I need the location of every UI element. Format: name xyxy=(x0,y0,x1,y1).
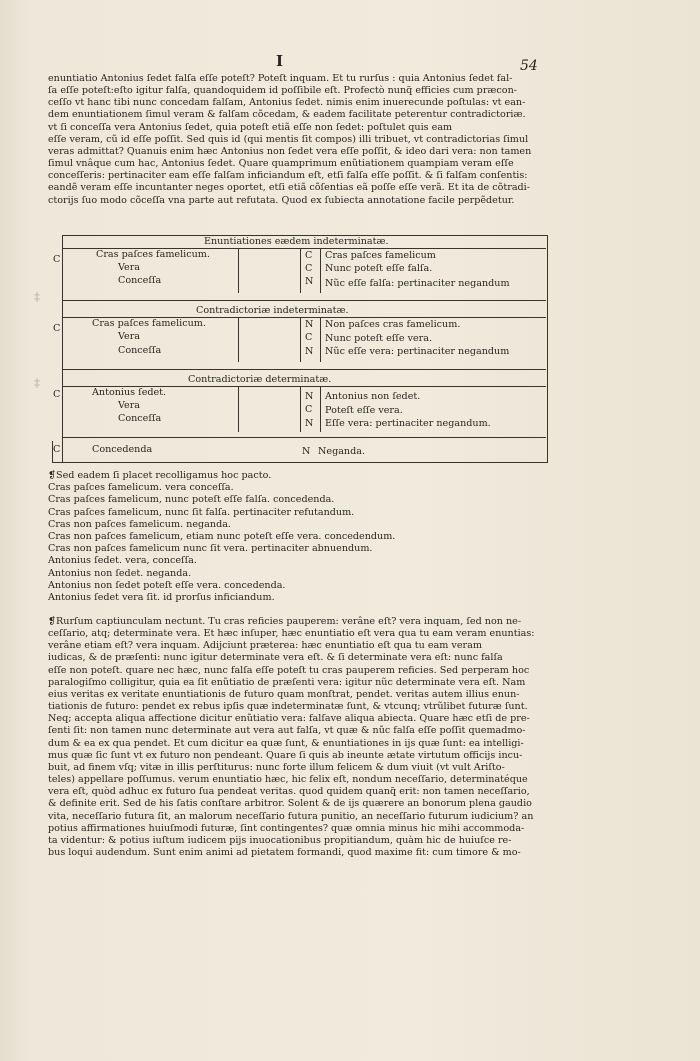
rule xyxy=(300,386,301,432)
table-cell: Nunc poteſt eſſe falſa. xyxy=(325,263,433,274)
list-item: Antonius non ſedet poteſt eſſe vera. concedenda. xyxy=(48,579,286,591)
text-line: Neq; accepta aliqua affectione dicitur enũtiatio vera: falſave aliqua abiecta. Quare hæc etſi de pre- xyxy=(48,713,530,725)
text-line: ceſſario, atq; determinate vera. Et hæc inſuper, hæc enuntiatio eſt vera qua tu eam veram enuntias: xyxy=(48,628,535,640)
table-cell: Concedenda xyxy=(92,444,153,455)
list-item: Cras non paſces famelicum. neganda. xyxy=(48,518,231,530)
text-line: teles) appellare poſſumus. verum enuntiatio hæc, hic felix eſt, nondum neceſſario, determinatéque xyxy=(48,774,528,786)
rule xyxy=(238,248,239,293)
rule xyxy=(238,386,239,432)
section-mark: C xyxy=(53,254,61,265)
text-line: eandẽ veram eſſe incuntanter neges oportet, etſi etiã cõſentias eã poſſe eſſe verã. Et ita de cõtradi- xyxy=(48,182,530,194)
section-mark: C xyxy=(53,389,61,400)
table-cell: Nũc eſſe vera: pertinaciter negandum xyxy=(325,346,510,357)
text-line: dem enuntiationem ſimul veram & falſam cõcedam, & eadem facilitate peterentur contradictoriæ. xyxy=(48,109,526,121)
text-line: eſſe veram, cũ id eſſe poſſit. Sed quis id (qui mentis ſit compos) illi tribuet, vt contradictorias ſimul xyxy=(48,133,529,145)
table-code: C xyxy=(305,250,313,261)
text-line: buit, ad finem vſq; vitæ in illis perſtiturus: nunc forte illum felicem & dum viuit (vt vult Ariſto- xyxy=(48,761,505,773)
section-mark: C xyxy=(53,323,61,334)
text-line: eſſe non poteſt. quare nec hæc, nunc falſa eſſe poteſt tu cras pauperem reficies. Sed perperam hoc xyxy=(48,664,530,676)
text-line: ta videntur: & potius iuſtum iudicem pijs inuocationibus propitiandum, quàm hic de huiuſce re- xyxy=(48,834,512,846)
list-item: Cras non paſces famelicum, etiam nunc poteſt eſſe vera. concedendum. xyxy=(48,531,396,543)
text-line: paralogiſmo colligitur, quia ea ſit enũtiatio de præſenti vera: igitur nũc determinate vera eſt. Nam xyxy=(48,676,526,688)
text-line: conceſſeris: pertinaciter eam eſſe falſam inficiandum eſt, etſi falſa eſſe poſſit. & ſi falſam conſentis: xyxy=(48,170,528,182)
table-code: N xyxy=(305,391,314,402)
text-line: ❡Rurſum captiunculam nectunt. Tu cras reficies pauperem: verâne eſt? vera inquam, ſed non ne- xyxy=(48,616,522,627)
text-line: ſa eſſe poteſt:eſto igitur falſa, quandoquidem id poſſibile eſt. Profectò nunq̃ efficies cum præcon- xyxy=(48,85,517,97)
paragraph-closing xyxy=(48,616,543,859)
table-cell: Antonius ſedet. xyxy=(92,387,167,398)
table-cell: Conceſſa xyxy=(118,345,162,356)
table-code: N xyxy=(305,346,314,357)
margin-bracket-icon: ‡ xyxy=(34,290,40,304)
rule xyxy=(320,248,321,293)
rule xyxy=(238,317,239,362)
text-line: tiationis de futuro: pendet ex rebus ipſis quæ indeterminatæ ſunt, & vtcunq; vtrũlibet futuræ ſunt. xyxy=(48,701,528,713)
table-cell: Neganda. xyxy=(318,446,366,457)
list-item: Antonius ſedet vera ſit. id prorſus inficiandum. xyxy=(48,592,275,604)
table-cell: Non paſces cras famelicum. xyxy=(325,319,461,330)
table-cell: Nunc poteſt eſſe vera. xyxy=(325,333,433,344)
text-line: vera eſt, quòd adhuc ex futuro ſua pendeat veritas. quod quidem quanq̃ erit: non tamen neceſſario, xyxy=(48,786,530,798)
table-section-title: Contradictoriæ determinatæ. xyxy=(188,374,332,385)
table-code: N xyxy=(305,276,314,287)
text-line: ſenti ſit: non tamen nunc determinate aut vera aut falſa, vt quæ & nũc falſa eſſe poſſit quemadmo- xyxy=(48,725,526,737)
table-code: C xyxy=(305,404,313,415)
text-line: eius veritas ex veritate enuntiationis de futuro quam monſtrat, pendet. veritas autem illius enun- xyxy=(48,688,520,700)
list-item: Antonius ſedet. vera, conceſſa. xyxy=(48,555,197,567)
table-cell: Poteſt eſſe vera. xyxy=(325,405,403,416)
text-line: potius affirmationes huiuſmodi futuræ, ſint contingentes? quæ omnia minus hic mihi accommoda- xyxy=(48,822,525,834)
table-cell: Antonius non ſedet. xyxy=(325,391,421,402)
text-line: iudicas, & de præſenti: nunc igitur determinate vera eſt. & ſi determinate vera eſt: nunc falſa xyxy=(48,652,503,664)
table-cell: Vera xyxy=(118,331,141,342)
section-mark: C xyxy=(53,444,61,455)
signature-mark: I xyxy=(276,52,284,70)
text-line: enuntiatio Antonius ſedet falſa eſſe poteſt? Poteſt inquam. Et tu rurſus : quia Antonius ſedet fal- xyxy=(48,73,513,84)
table-cell: Nũc eſſe falſa: pertinaciter negandum xyxy=(325,278,510,289)
table-cell: Vera xyxy=(118,262,141,273)
table-code: N xyxy=(305,418,314,429)
table-cell: Cras paſces famelicum. xyxy=(92,318,206,329)
text-line: ſimul vnâque cum hac, Antonius ſedet. Quare quamprimum enũtiationem quampiam veram eſſe xyxy=(48,158,514,170)
text-line: bus loqui audendum. Sunt enim animi ad pietatem formandi, quod maxime fit: cum timore & mo- xyxy=(48,846,521,858)
table-cell: Cras paſces famelicum xyxy=(325,250,436,261)
list-item: Antonius non ſedet. neganda. xyxy=(48,567,192,579)
table-cell: Eſſe vera: pertinaciter negandum. xyxy=(325,418,491,429)
rule xyxy=(300,248,301,293)
rule xyxy=(62,300,546,301)
text-line: dum & ea ex qua pendet. Et cum dicitur ea quæ ſunt, & enuntiationes in ijs quæ ſunt: ea intelligi- xyxy=(48,737,524,749)
list-item: Cras paſces famelicum. vera conceſſa. xyxy=(48,482,234,494)
text-line: & definite erit. Sed de his ſatis conſtare arbitror. Solent & de ijs quærere an bonorum plena gaudio xyxy=(48,798,532,810)
paragraph-opening xyxy=(48,73,543,207)
text-line: ctorijs ſuo modo cõceſſa vna parte aut refutata. Quod ex ſubiecta annotatione facile perpẽdetur. xyxy=(48,194,515,206)
list-item: ❡Sed eadem ſi placet recolligamus hoc pacto. xyxy=(48,470,272,481)
text-line: verâne etiam eſt? vera inquam. Adijciunt præterea: hæc enuntiatio eſt qua tu eam veram xyxy=(48,640,482,652)
table-code: N xyxy=(302,446,311,457)
rule xyxy=(62,369,546,370)
page-number: 54 xyxy=(520,58,538,74)
rule xyxy=(62,437,546,438)
text-line: mus quæ ſic ſunt vt ex futuro non pendeant. Quare ſi quis ab ineunte ætate virtutum officijs incu- xyxy=(48,749,523,761)
rule xyxy=(300,317,301,362)
list-item: Cras non paſces famelicum nunc ſit vera. pertinaciter abnuendum. xyxy=(48,543,373,555)
table-section-title: Enuntiationes eædem indeterminatæ. xyxy=(204,236,389,247)
table-code: C xyxy=(305,263,313,274)
table-cell: Vera xyxy=(118,400,141,411)
text-line: vt ſi conceſſa vera Antonius ſedet, quia poteſt etiã eſſe non ſedet: poſtulet quis eam xyxy=(48,121,453,133)
table-code: N xyxy=(305,319,314,330)
text-line: vita, neceſſario futura ſit, an malorum neceſſario futura punitio, an neceſſario futurum iudicium? an xyxy=(48,810,534,822)
margin-bracket-icon: ‡ xyxy=(34,376,40,390)
table-section-title: Contradictoriæ indeterminatæ. xyxy=(196,305,349,316)
list-item: Cras paſces famelicum, nunc ſit falſa. pertinaciter refutandum. xyxy=(48,506,355,518)
text-line: ceſſo vt hanc tibi nunc concedam falſam, Antonius ſedet. nimis enim inuerecunde poſtulas: vt ean- xyxy=(48,97,526,109)
text-line: veras admittat? Quanuis enim hæc Antonius non ſedet vera eſſe poſſit, & ideo dari vera: non tamen xyxy=(48,145,532,157)
list-item: Cras paſces famelicum, nunc poteſt eſſe falſa. concedenda. xyxy=(48,494,335,506)
rule xyxy=(320,386,321,432)
table-code: C xyxy=(305,332,313,343)
table-cell: Conceſſa xyxy=(118,413,162,424)
rule xyxy=(320,317,321,362)
table-cell: Conceſſa xyxy=(118,275,162,286)
table-cell: Cras paſces famelicum. xyxy=(96,249,210,260)
summary-list xyxy=(48,470,543,604)
